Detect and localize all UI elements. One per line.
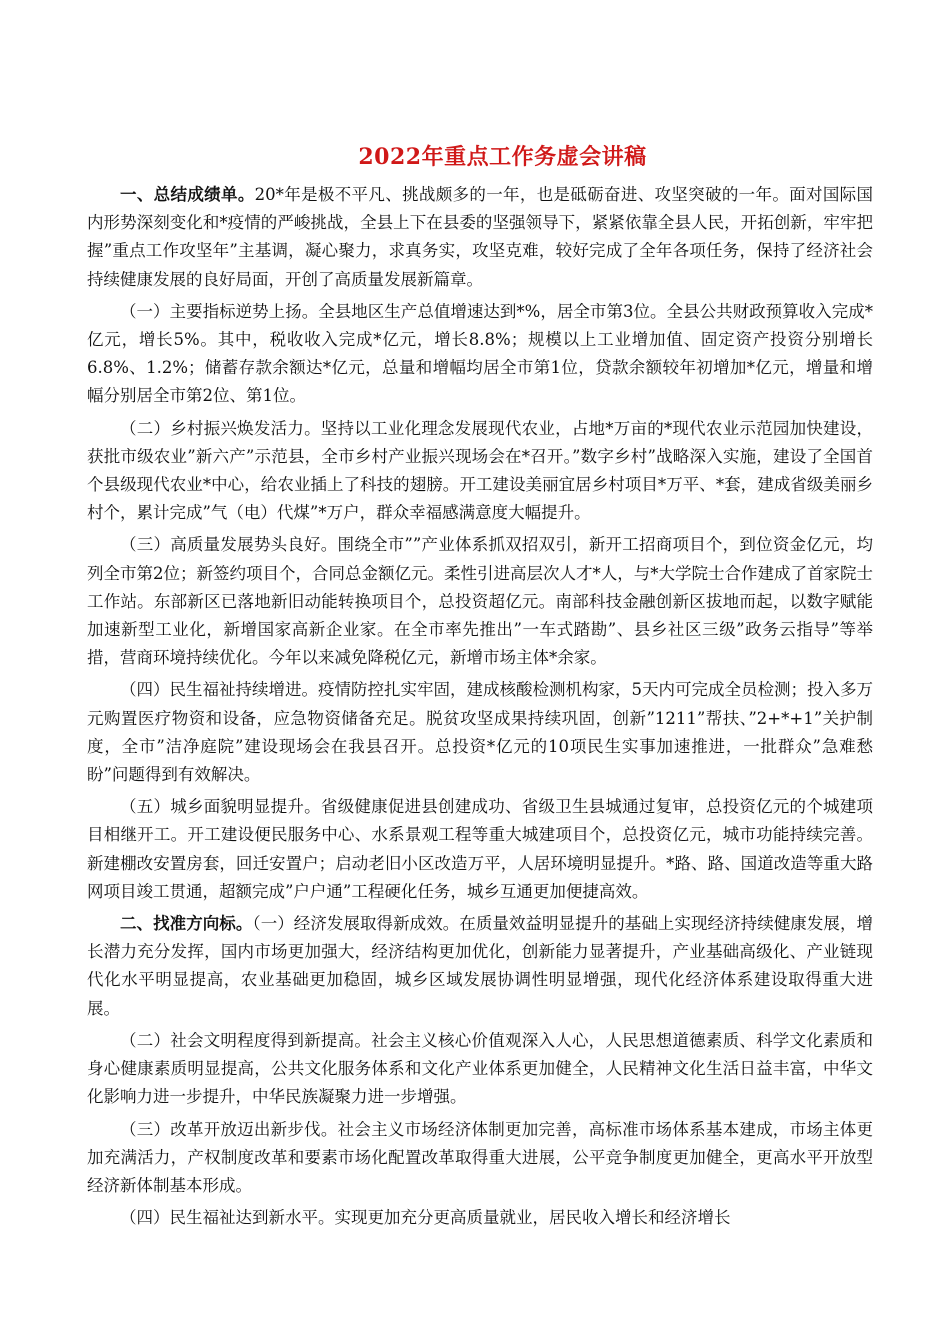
- paragraph-text: （五）城乡面貌明显提升。省级健康促进县创建成功、省级卫生县城通过复审，总投资亿元的个城建项目相继开工。开工建设便民服务中心、水系景观工程等重大城建项目个，总投资亿元，城市功能持续完善。新建棚改安置房套，回迁安置户；启动老旧小区改造万平，人居环境明显提升。*路、路、国道改造等重大路网项目竣工贯通，超额完成”户户通”工程硬化任务，城乡互通更加便捷高效。: [87, 797, 873, 901]
- paragraph-text: （四）民生福祉达到新水平。实现更加充分更高质量就业，居民收入增长和经济增长: [120, 1208, 731, 1228]
- paragraph-item: [87, 1116, 873, 1201]
- paragraph-text: （二）社会文明程度得到新提高。社会主义核心价值观深入人心，人民思想道德素质、科学文化素质和身心健康素质明显提高，公共文化服务体系和文化产业体系更加健全，人民精神文化生活日益丰富，中华文化影响力进一步提升，中华民族凝聚力进一步增强。: [87, 1030, 873, 1107]
- paragraph-summary: [87, 181, 873, 294]
- paragraph-text: （二）乡村振兴焕发活力。坚持以工业化理念发展现代农业，占地*万亩的*现代农业示范园加快建设，获批市级农业”新六产”示范县，全市乡村产业振兴现场会在*召开。”数字乡村”战略深入实施，建设了全国首个县级现代农业*中心，给农业插上了科技的翅膀。开工建设美丽宜居乡村项目*万平、*套，建成省级美丽乡村个，累计完成”气（电）代煤”*万户，群众幸福感满意度大幅提升。: [87, 418, 873, 523]
- paragraph-item: [87, 415, 873, 528]
- paragraph-item: [87, 298, 873, 411]
- paragraph-text: 20*年是极不平凡、挑战颇多的一年，也是砥砺奋进、攻坚突破的一年。面对国际国内形势深刻变化和*疫情的严峻挑战，全县上下在县委的坚强领导下，紧紧依靠全县人民，开拓创新，牢牢把握”重点工作攻坚年”主基调，凝心聚力，求真务实，攻坚克难，较好完成了全年各项任务，保持了经济社会持续健康发展的良好局面，开创了高质量发展新篇章。: [87, 185, 874, 289]
- paragraph-text: （一）主要指标逆势上扬。全县地区生产总值增速达到*%，居全市第3位。全县公共财政预算收入完成*亿元，增长5%。其中，税收收入完成*亿元，增长8.8%；规模以上工业增加值、固定资产投资分别增长6.8%、1.2%；储蓄存款余额达*亿元，总量和增幅均居全市第1位，贷款余额较年初增加*亿元，增量和增幅分别居全市第2位、第1位。: [87, 301, 873, 406]
- paragraph-item: [87, 676, 873, 789]
- paragraph-item: [87, 531, 873, 672]
- paragraph-text: （四）民生福祉持续增进。疫情防控扎实牢固，建成核酸检测机构家，5天内可完成全员检测；投入多万元购置医疗物资和设备，应急物资储备充足。脱贫攻坚成果持续巩固，创新”1211”帮扶、”2+*+1”关护制度，全市”洁净庭院”建设现场会在我县召开。总投资*亿元的10项民生实事加速推进，一批群众”急难愁盼”问题得到有效解决。: [87, 680, 873, 785]
- paragraph-item: [87, 793, 873, 906]
- document-title: 2022年重点工作务虚会讲稿: [358, 144, 647, 170]
- section-heading: 一、总结成绩单。: [120, 185, 255, 204]
- paragraph-text: （三）改革开放迈出新步伐。社会主义市场经济体制更加完善，高标准市场体系基本建成，市场主体更加充满活力，产权制度改革和要素市场化配置改革取得重大进展，公平竞争制度更加健全，更高水平开放型经济新体制基本形成。: [87, 1119, 873, 1195]
- section-heading: 二、找准方向标。: [120, 914, 253, 934]
- paragraph-text: （三）高质量发展势头良好。围绕全市””产业体系抓双招双引，新开工招商项目个，到位资金亿元，均列全市第2位；新签约项目个，合同总金额亿元。柔性引进高层次人才*人，与*大学院士合作建成了首家院士工作站。东部新区已落地新旧动能转换项目个，总投资超亿元。南部科技金融创新区拔地而起，以数字赋能加速新型工业化，新增国家高新企业家。在全市率先推出”一车式踏勘”、县乡社区三级”政务云指导”等举措，营商环境持续优化。今年以来减免降税亿元，新增市场主体*余家。: [87, 535, 873, 668]
- paragraph-direction: [87, 910, 873, 1023]
- paragraph-text: （一）经济发展取得新成效。在质量效益明显提升的基础上实现经济持续健康发展，增长潜力充分发挥，国内市场更加强大，经济结构更加优化，创新能力显著提升，产业基础高级化、产业链现代化水平明显提高，农业基础更加稳固，城乡区域发展协调性明显增强，现代化经济体系建设取得重大进展。: [87, 914, 874, 1018]
- document-body: [87, 181, 873, 1232]
- paragraph-item: [87, 1204, 873, 1232]
- paragraph-item: [87, 1027, 873, 1112]
